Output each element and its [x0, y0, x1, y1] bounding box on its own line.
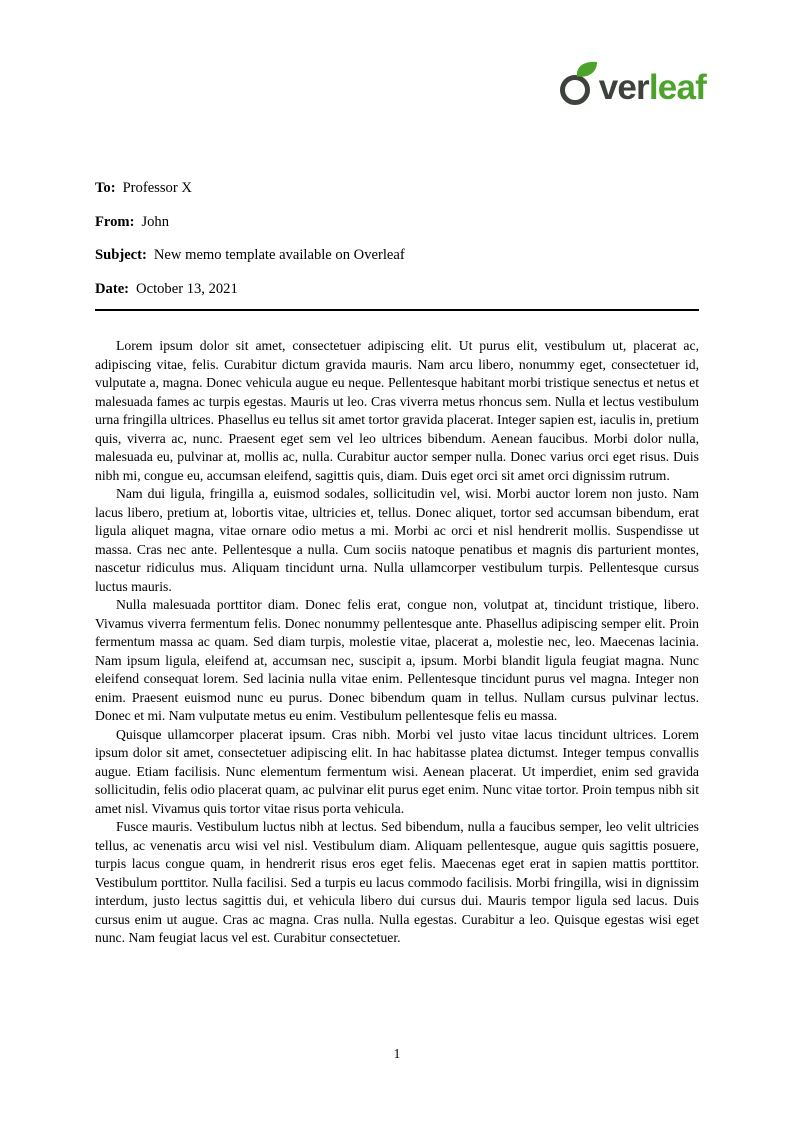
logo-text-over: ver	[598, 68, 649, 107]
body-paragraph-1: Lorem ipsum dolor sit amet, consectetuer adipiscing elit. Ut purus elit, vestibulum ut, placerat ac, adipiscing vitae, felis. Curabitur dictum gravida mauris. Nam arcu libero, nonummy eget, consectetuer id, vulputate a, magna. Donec vehicula augue eu neque. Pellentesque habitant morbi tristique senectus et netus et malesuada fames ac turpis egestas. Mauris ut leo. Cras viverra metus rhoncus sem. Nulla et lectus vestibulum urna fringilla ultrices. Phasellus eu tellus sit amet tortor gravida placerat. Integer sapien est, iaculis in, pretium quis, viverra ac, nunc. Praesent eget sem vel leo ultrices bibendum. Aenean faucibus. Morbi dolor nulla, malesuada eu, pulvinar at, mollis ac, nulla. Curabitur auctor semper nulla. Donec varius orci eget risus. Duis nibh mi, congue eu, accumsan eleifend, sagittis quis, diam. Duis eget orci sit amet orci dignissim rutrum.	[95, 338, 699, 483]
body-paragraph-2: Nam dui ligula, fringilla a, euismod sodales, sollicitudin vel, wisi. Morbi auctor lorem non justo. Nam lacus libero, pretium at, lobortis vitae, ultricies et, tellus. Donec aliquet, tortor sed accumsan bibendum, erat ligula aliquet magna, vitae ornare odio metus a mi. Morbi ac orci et nisl hendrerit mollis. Suspendisse ut massa. Cras nec ante. Pellentesque a nulla. Cum sociis natoque penatibus et magnis dis parturient montes, nascetur ridiculus mus. Aliquam tincidunt urna. Nulla ullamcorper vestibulum turpis. Pellentesque cursus luctus mauris.	[95, 486, 699, 594]
body-paragraph-5: Fusce mauris. Vestibulum luctus nibh at lectus. Sed bibendum, nulla a faucibus semper, leo velit ultricies tellus, ac venenatis arcu wisi vel nisl. Vestibulum diam. Aliquam pellentesque, augue quis sagittis posuere, turpis lacus congue quam, in hendrerit risus eros eget felis. Maecenas eget erat in sapien mattis porttitor. Vestibulum porttitor. Nulla facilisi. Sed a turpis eu lacus commodo facilisis. Morbi fringilla, wisi in dignissim interdum, justo lectus sagittis dui, et vehicula libero dui cursus dui. Mauris tempor ligula sed lacus. Duis cursus enim ut augue. Cras ac magna. Cras nulla. Nulla egestas. Curabitur a leo. Quisque egestas wisi eget nunc. Nam feugiat lacus vel est. Curabitur consectetuer.	[95, 819, 699, 945]
field-value-subject: New memo template available on Overleaf	[153, 247, 405, 263]
field-label-subject: Subject:	[95, 247, 147, 263]
body-paragraph-4: Quisque ullamcorper placerat ipsum. Cras nibh. Morbi vel justo vitae lacus tincidunt ultrices. Lorem ipsum dolor sit amet, consectetuer adipiscing elit. In hac habitasse platea dictumst. Integer tempus convallis augue. Etiam facilisis. Nunc elementum fermentum wisi. Aenean placerat. Ut imperdiet, enim sed gravida sollicitudin, felis odio placerat quam, ac pulvinar elit purus eget enim. Nunc vitae tortor. Proin tempus nibh sit amet nisl. Vivamus quis tortor vitae risus porta vehicula.	[95, 726, 699, 816]
memo-field-date	[95, 282, 699, 298]
body-paragraph-3: Nulla malesuada porttitor diam. Donec felis erat, congue non, volutpat at, tincidunt tristique, libero. Vivamus viverra fermentum felis. Donec nonummy pellentesque ante. Phasellus adipiscing semper elit. Proin fermentum massa ac quam. Sed diam turpis, molestie vitae, placerat a, molestie nec, leo. Maecenas lacinia. Nam ipsum ligula, eleifend at, accumsan nec, suscipit a, ipsum. Morbi blandit ligula feugiat magna. Nunc eleifend consequat lorem. Sed lacinia nulla vitae enim. Pellentesque tincidunt purus vel magna. Integer non enim. Praesent euismod nunc eu purus. Donec bibendum quam in tellus. Nullam cursus pulvinar lectus. Donec et mi. Nam vulputate metus eu enim. Vestibulum pellentesque felis eu massa.	[95, 597, 699, 723]
logo-text-leaf: leaf	[648, 68, 706, 107]
memo-field-from	[95, 215, 699, 231]
page-number: 1	[393, 1046, 401, 1061]
memo-field-to	[95, 181, 699, 197]
memo-field-subject	[95, 248, 699, 264]
field-label-to: To:	[95, 180, 116, 196]
field-label-date: Date:	[95, 280, 130, 297]
field-label-from: From:	[95, 213, 135, 230]
overleaf-o-leaf-icon	[556, 60, 599, 105]
field-value-from: John	[141, 213, 170, 230]
memo-header-fields	[95, 181, 699, 315]
overleaf-logo	[556, 60, 706, 105]
field-value-to: Professor X	[122, 180, 192, 196]
memo-divider-rule	[95, 309, 699, 311]
memo-body	[95, 337, 699, 948]
field-value-date: October 13, 2021	[136, 280, 238, 297]
